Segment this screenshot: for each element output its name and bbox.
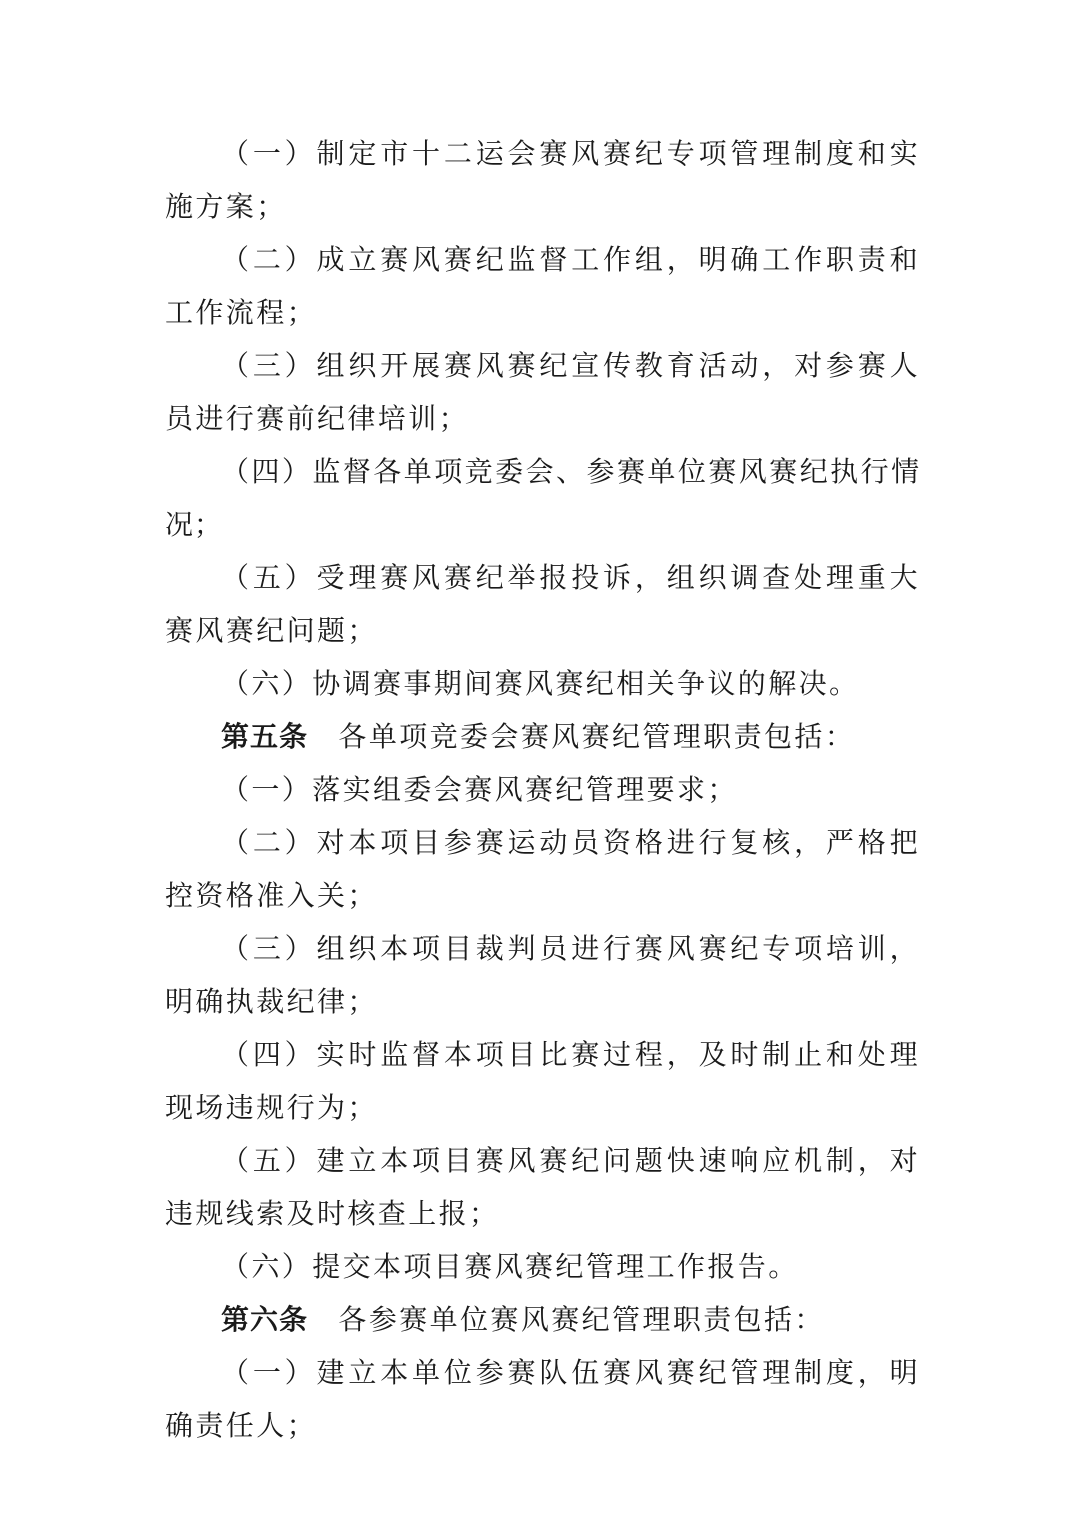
- paragraph-item-3: （三）组织开展赛风赛纪宣传教育活动，对参赛人员进行赛前纪律培训；: [165, 349, 920, 435]
- article-5-heading: 第五条: [221, 720, 309, 753]
- article-6-item-1: （一）建立本单位参赛队伍赛风赛纪管理制度，明确责任人；: [165, 1356, 920, 1442]
- paragraph-item-1: （一）制定市十二运会赛风赛纪专项管理制度和实施方案；: [165, 137, 920, 223]
- article-5-item-1: （一）落实组委会赛风赛纪管理要求；: [221, 773, 738, 806]
- article-6-heading: 第六条: [221, 1303, 309, 1336]
- document-body: [165, 127, 920, 1452]
- article-5-item-3: （三）组织本项目裁判员进行赛风赛纪专项培训，明确执裁纪律；: [165, 932, 920, 1018]
- article-5-item-4: （四）实时监督本项目比赛过程，及时制止和处理现场违规行为；: [165, 1038, 920, 1124]
- paragraph-item-6: （六）协调赛事期间赛风赛纪相关争议的解决。: [221, 667, 860, 700]
- article-6-paragraph: [165, 1293, 920, 1346]
- article-6-body: 各参赛单位赛风赛纪管理职责包括：: [338, 1303, 825, 1336]
- article-5-item-5: （五）建立本项目赛风赛纪问题快速响应机制，对违规线索及时核查上报；: [165, 1144, 920, 1230]
- paragraph-item-5: （五）受理赛风赛纪举报投诉，组织调查处理重大赛风赛纪问题；: [165, 561, 920, 647]
- paragraph-item-2: （二）成立赛风赛纪监督工作组，明确工作职责和工作流程；: [165, 243, 920, 329]
- article-5-item-2: （二）对本项目参赛运动员资格进行复核，严格把控资格准入关；: [165, 826, 920, 912]
- paragraph-item-4: （四）监督各单项竞委会、参赛单位赛风赛纪执行情况；: [165, 455, 920, 541]
- article-5-item-6: （六）提交本项目赛风赛纪管理工作报告。: [221, 1250, 799, 1283]
- article-5-paragraph: [165, 710, 920, 763]
- article-5-body: 各单项竞委会赛风赛纪管理职责包括：: [338, 720, 856, 753]
